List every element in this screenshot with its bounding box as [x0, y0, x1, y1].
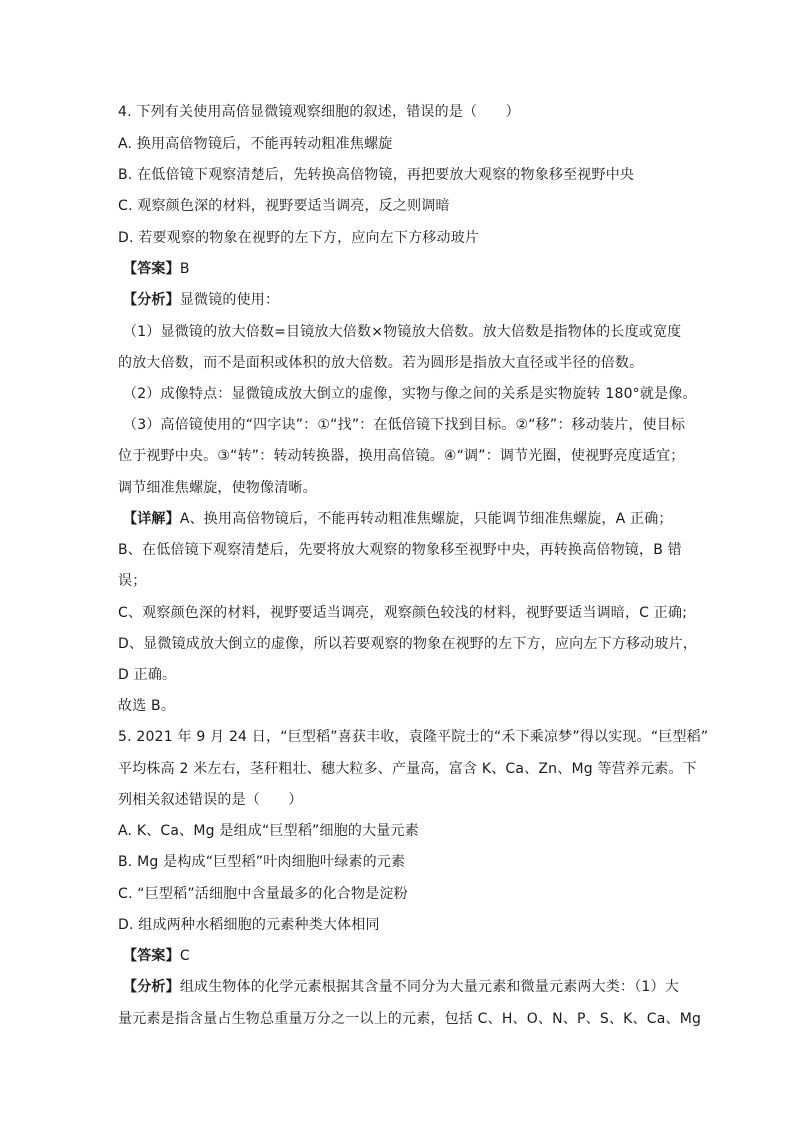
answer-value: B	[179, 261, 190, 277]
question-4-option-c: C. 观察颜色深的材料，视野要适当调亮，反之则调暗	[118, 198, 450, 214]
analysis-line: （3）高倍镜使用的“四字诀”：①“找”：在低倍镜下找到目标。②“移”：移动装片，使目标	[123, 417, 686, 433]
analysis-line: （1）显微镜的放大倍数=目镜放大倍数×物镜放大倍数。放大倍数是指物体的长度或宽度	[123, 324, 682, 340]
answer-value: C	[179, 948, 190, 964]
question-4-option-b: B. 在低倍镜下观察清楚后，先转换高倍物镜，再把要放大观察的物象移至视野中央	[118, 167, 635, 183]
detail-line: 误；	[118, 573, 147, 589]
analysis-title: 显微镜的使用：	[179, 292, 280, 308]
question-5-option-b: B. Mg 是构成“巨型稻”叶肉细胞叶绿素的元素	[118, 854, 406, 870]
detail-line: C、观察颜色深的材料，视野要适当调亮，观察颜色较浅的材料，视野要适当调暗，C 正确;	[118, 605, 688, 621]
question-5-option-a: A. K、Ca、Mg 是组成“巨型稻”细胞的大量元素	[118, 823, 419, 839]
detail-first-line: A、换用高倍物镜后，不能再转动粗准焦螺旋，只能调节细准焦螺旋，A 正确；	[179, 511, 673, 527]
question-5-answer-line	[123, 946, 190, 966]
answer-label: 【答案】	[123, 261, 180, 277]
question-4-option-d: D. 若要观察的物象在视野的左下方，应向左下方移动玻片	[118, 230, 480, 246]
question-4-stem: 4. 下列有关使用高倍显微镜观察细胞的叙述，错误的是（ ）	[118, 104, 520, 120]
detail-line: D 正确。	[118, 667, 177, 683]
analysis-first-line: 组成生物体的化学元素根据其含量不同分为大量元素和微量元素两大类：（1）大	[179, 979, 679, 995]
analysis-line: 位于视野中央。③“转”：转动转换器，换用高倍镜。④“调”：调节光圈，使视野亮度适宜；	[118, 448, 685, 464]
answer-label: 【答案】	[123, 948, 180, 964]
question-5-option-d: D. 组成两种水稻细胞的元素种类大体相同	[118, 917, 380, 933]
question-4-answer-line	[123, 259, 190, 279]
conclusion-line: 故选 B。	[118, 698, 176, 714]
analysis-line: 调节细准焦螺旋，使物像清晰。	[118, 480, 317, 496]
detail-line: B、在低倍镜下观察清楚后，先要将放大观察的物象移至视野中央，再转换高倍物镜，B 错	[118, 542, 682, 558]
detail-label: 【详解】	[123, 511, 180, 527]
analysis-line: 量元素是指含量占生物总重量万分之一以上的元素，包括 C、H、O、N、P、S、K、Ca、Mg	[118, 1011, 702, 1027]
detail-line: D、显微镜成放大倒立的虚像，所以若要观察的物象在视野的左下方，应向左下方移动玻片，	[118, 636, 697, 652]
question-5-option-c: C. “巨型稻”活细胞中含量最多的化合物是淀粉	[118, 886, 408, 902]
question-5-stem-line: 平均株高 2 米左右，茎秆粗壮、穗大粒多、产量高，富含 K、Ca、Zn、Mg 等营养元素。下	[118, 761, 697, 777]
analysis-line: （2）成像特点：显微镜成放大倒立的虚像，实物与像之间的关系是实物旋转 180°就是像。	[123, 386, 697, 402]
question-5-stem-line: 列相关叙述错误的是（ ）	[118, 792, 303, 808]
question-4-option-a: A. 换用高倍物镜后，不能再转动粗准焦螺旋	[118, 136, 393, 152]
question-5-analysis-heading	[123, 977, 679, 997]
analysis-label: 【分析】	[123, 979, 180, 995]
analysis-line: 的放大倍数，而不是面积或体积的放大倍数。若为圆形是指放大直径或半径的倍数。	[118, 355, 644, 371]
analysis-label: 【分析】	[123, 292, 180, 308]
question-4-detail-heading	[123, 509, 673, 529]
question-5-stem-line: 5. 2021 年 9 月 24 日，“巨型稻”喜获丰收，袁隆平院士的“禾下乘凉梦”得以实现。“巨型稻”	[118, 729, 709, 745]
question-4-analysis-heading	[123, 290, 279, 310]
